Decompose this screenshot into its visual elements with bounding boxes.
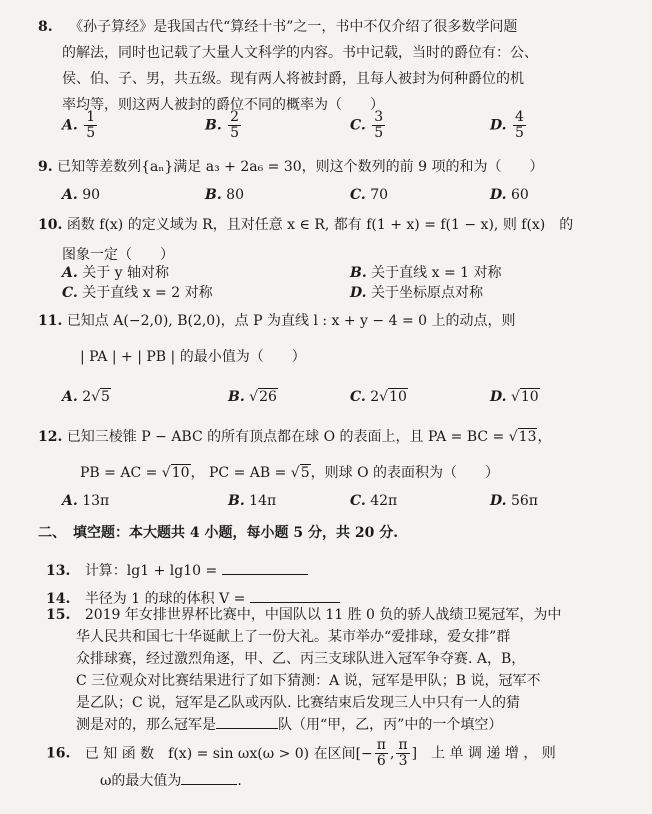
option-text: 60	[510, 187, 529, 203]
option-label: B.	[205, 187, 222, 203]
q12-text-2b: ， PC = AB =	[190, 465, 287, 481]
fraction-denominator: 5	[374, 125, 384, 141]
option-text: 关于 y 轴对称	[82, 265, 170, 281]
q15-text-5: 是乙队；C 说，冠军是乙队或丙队. 比赛结束后发现三人中只有一人的猜	[76, 695, 521, 711]
fraction-numerator: π	[376, 737, 386, 753]
option-radicand: 5	[101, 389, 110, 405]
q11-option-b: B. √26	[228, 389, 277, 405]
q9-option-c	[350, 186, 388, 204]
q12-text-1a: 已知三棱锥 P − ABC 的所有顶点都在球 O 的表面上，且 PA = BC =	[66, 429, 505, 445]
q16-line-2	[100, 772, 242, 790]
q12-text-1b: ，	[537, 429, 552, 445]
fraction-numerator: 3	[374, 109, 384, 125]
option-text: 56π	[510, 493, 538, 509]
q10-option-a	[62, 264, 169, 282]
option-coefficient: 2	[82, 389, 92, 405]
q15-text-6b: 队（用“甲，乙，丙”中的一个填空）	[278, 717, 503, 733]
fraction-denominator: 5	[86, 125, 96, 141]
option-label: D.	[490, 389, 507, 405]
q16-text-2b: .	[237, 773, 242, 789]
q10-line-1	[38, 216, 573, 234]
q11-option-d: D. √10	[490, 389, 539, 405]
q8-text-2: 的解法，同时也记载了大量人文科学的内容。书中记载，当时的爵位有：公、	[62, 45, 538, 61]
answer-blank	[181, 784, 237, 785]
q12-option-d	[490, 492, 538, 510]
fraction-numerator: π	[398, 737, 408, 753]
option-label: A.	[62, 187, 78, 203]
q9-line	[38, 158, 543, 176]
q16-text-comma: ,	[389, 745, 395, 762]
q15-text-6a: 测是对的，那么冠军是	[76, 717, 216, 733]
answer-blank	[250, 602, 340, 603]
q15-text-3: 众排球赛，经过激烈角逐，甲、乙、丙三支球队进入冠军争夺赛. A，B，	[76, 651, 526, 667]
option-text: 14π	[249, 493, 277, 509]
q16-line-1	[46, 738, 556, 769]
fraction-denominator: 5	[514, 125, 524, 141]
q14-text: 半径为 1 的球的体积 V =	[84, 591, 246, 607]
q16-text-2a: ω的最大值为	[100, 773, 182, 789]
q15-line-1	[46, 606, 561, 624]
fraction-numerator: 4	[514, 109, 524, 125]
fraction	[375, 738, 388, 769]
q10-option-d	[350, 284, 483, 302]
q9-text: 已知等差数列{aₙ}满足 a₃ + 2a₆ = 30，则这个数列的前 9 项的和为（ ）	[57, 159, 544, 175]
q12-radicand: 10	[171, 465, 190, 481]
option-label: B.	[228, 493, 245, 509]
option-text: 关于直线 x = 1 对称	[371, 265, 502, 281]
fraction	[513, 110, 526, 141]
q15-text-4: C 三位观众对比赛结果进行了如下猜测：A 说，冠军是甲队；B 说，冠军不	[76, 673, 541, 689]
option-text: 关于直线 x = 2 对称	[82, 285, 213, 301]
q11-number: 11.	[38, 313, 63, 329]
answer-blank	[216, 728, 278, 729]
option-radicand: 10	[520, 389, 539, 405]
q10-option-b	[350, 264, 502, 282]
option-text: 关于坐标原点对称	[370, 285, 483, 301]
q15-text-1: 2019 年女排世界杯比赛中，中国队以 11 胜 0 负的骄人战绩卫冕冠军，为中	[84, 607, 562, 623]
q16-text-1a: 已 知 函 数 f(x) = sin ωx(ω > 0) 在区间[−	[84, 745, 373, 762]
q8-option-a	[62, 110, 99, 141]
q9-option-b	[205, 186, 244, 204]
fraction	[84, 110, 97, 141]
q11-option-a: A. 2√5	[62, 389, 110, 405]
option-text: 42π	[370, 493, 398, 509]
q13-line	[46, 562, 308, 580]
option-label: C.	[350, 389, 366, 405]
q10-number: 10.	[38, 217, 63, 233]
option-label: C.	[350, 117, 366, 134]
q15-line-6	[76, 716, 502, 734]
answer-blank	[222, 574, 308, 575]
q12-line-1: 12. 已知三棱锥 P − ABC 的所有顶点都在球 O 的表面上，且 PA = BC = √13，	[38, 429, 552, 445]
fraction-denominator: 6	[376, 753, 386, 769]
option-coefficient: 2	[370, 389, 380, 405]
q9-number: 9.	[38, 159, 53, 175]
q10-option-c	[62, 284, 213, 302]
option-radicand: 26	[259, 389, 277, 405]
q12-option-b	[228, 492, 276, 510]
option-label: A.	[62, 265, 78, 281]
q10-text-1: 函数 f(x) 的定义域为 R，且对任意 x ∈ R, 都有 f(1 + x) = f(1 − x), 则 f(x) 的	[66, 217, 574, 233]
option-label: B.	[228, 389, 245, 405]
q15-text-2: 华人民共和国七十华诞献上了一份大礼。某市举办“爱排球，爱女排”群	[76, 629, 511, 645]
q11-text-1: 已知点 A(−2,0), B(2,0)，点 P 为直线 l : x + y − 4 = 0 上的动点，则	[66, 313, 516, 329]
q12-text-2c: ，则球 O 的表面积为（ ）	[310, 465, 500, 481]
q8-line-1	[38, 18, 517, 36]
option-text: 90	[82, 187, 101, 203]
q11-line-1	[38, 312, 516, 330]
q12-line-2: PB = AC = √10， PC = AB = √5，则球 O 的表面积为（ ）	[80, 465, 500, 481]
q10-text-2: 图象一定（ ）	[62, 247, 174, 263]
fraction	[372, 110, 385, 141]
fraction	[228, 110, 241, 141]
fraction-denominator: 3	[398, 753, 408, 769]
q13-text: 计算：lg1 + lg10 =	[84, 563, 218, 579]
option-label: C.	[62, 285, 78, 301]
q12-option-c	[350, 492, 397, 510]
q13-number: 13.	[46, 563, 71, 579]
fraction-numerator: 2	[230, 109, 240, 125]
q8-text-3: 侯、伯、子、男，共五级。现有两人将被封爵，且每人被封为何种爵位的机	[62, 71, 524, 87]
option-text: 80	[226, 187, 244, 203]
q12-option-a	[62, 492, 109, 510]
option-label: A.	[62, 117, 78, 134]
option-text: 70	[370, 187, 389, 203]
option-label: B.	[205, 117, 222, 134]
option-label: C.	[350, 187, 366, 203]
section-heading: 二、 填空题：本大题共 4 小题，每小题 5 分，共 20 分.	[38, 525, 399, 541]
q8-option-d	[490, 110, 528, 141]
option-label: C.	[350, 493, 366, 509]
option-label: D.	[350, 285, 367, 301]
q8-text-4: 率均等，则这两人被封的爵位不同的概率为（ ）	[62, 97, 384, 113]
option-text: 13π	[82, 493, 110, 509]
option-label: A.	[62, 493, 78, 509]
q9-option-d	[490, 186, 529, 204]
q8-number: 8.	[38, 19, 53, 35]
fraction-numerator: 1	[86, 109, 96, 125]
q12-radicand: 5	[300, 465, 310, 481]
q14-number: 14.	[46, 591, 71, 607]
q8-option-c	[350, 110, 387, 141]
q11-option-c: C. 2√10	[350, 389, 407, 405]
q11-text-2: | PA | + | PB | 的最小值为（ ）	[80, 349, 306, 365]
fraction-denominator: 5	[230, 125, 240, 141]
q9-option-a	[62, 186, 100, 204]
q16-number: 16.	[46, 745, 71, 762]
q8-text-1: 《孙子算经》是我国古代“算经十书”之一，书中不仅介绍了很多数学问题	[69, 19, 518, 35]
option-label: B.	[350, 265, 367, 281]
option-label: D.	[490, 493, 507, 509]
q12-number: 12.	[38, 429, 63, 445]
option-label: A.	[62, 389, 78, 405]
fraction	[396, 738, 409, 769]
option-label: D.	[490, 187, 507, 203]
q12-radicand: 13	[518, 429, 537, 445]
q8-option-b	[205, 110, 243, 141]
option-label: D.	[490, 117, 507, 134]
option-radicand: 10	[389, 389, 407, 405]
q12-text-2a: PB = AC =	[80, 465, 158, 481]
q16-text-1b: ] 上 单 调 递 增 ， 则	[411, 745, 556, 762]
q15-number: 15.	[46, 607, 71, 623]
